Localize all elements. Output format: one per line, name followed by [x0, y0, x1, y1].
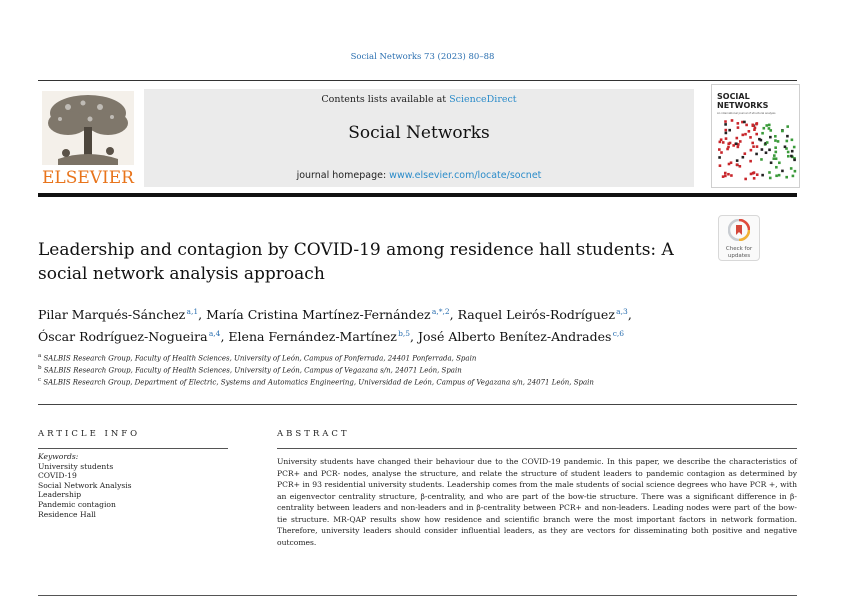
- journal-cover[interactable]: [711, 84, 800, 188]
- check-for-updates-badge[interactable]: [718, 215, 760, 261]
- keyword-item: Social Network Analysis: [38, 480, 132, 490]
- author-affiliation-marker[interactable]: b,5: [398, 328, 411, 338]
- bottom-rule: [38, 595, 797, 596]
- author[interactable]: [418, 329, 624, 344]
- journal-title: Social Networks: [348, 123, 490, 143]
- author-affiliation-marker[interactable]: a,1: [186, 307, 199, 316]
- author-name[interactable]: Óscar Rodríguez-Nogueira: [38, 328, 208, 344]
- author-name[interactable]: María Cristina Martínez-Fernández: [206, 307, 431, 323]
- journal-homepage-link[interactable]: www.elsevier.com/locate/socnet: [389, 170, 542, 181]
- journal-cover-image: [712, 85, 799, 187]
- affiliation-item: [38, 352, 798, 364]
- journal-homepage-line: [144, 170, 694, 181]
- author-name[interactable]: José Alberto Benítez-Andrades: [418, 328, 612, 344]
- author-name[interactable]: Pilar Marqués-Sánchez: [38, 307, 186, 323]
- sciencedirect-link[interactable]: ScienceDirect: [449, 94, 517, 105]
- author[interactable]: [38, 329, 228, 344]
- keyword-item: Leadership: [38, 490, 82, 500]
- affiliation-item: [38, 376, 798, 388]
- abstract-rule: [277, 448, 797, 449]
- article-info-rule: [38, 448, 228, 449]
- affiliation-mark: b: [38, 364, 42, 371]
- author[interactable]: [206, 307, 457, 322]
- contents-line: [144, 94, 694, 105]
- author-affiliation-marker[interactable]: a,*,2: [431, 307, 450, 316]
- affiliation-mark: a: [38, 353, 42, 359]
- author[interactable]: [458, 307, 632, 322]
- keyword-item: COVID-19: [38, 471, 77, 481]
- check-label-line2: updates: [727, 253, 751, 259]
- author-separator: ,: [198, 307, 207, 323]
- keyword-item: Pandemic contagion: [38, 499, 116, 509]
- check-label-line1: Check for: [725, 246, 753, 252]
- author[interactable]: [38, 307, 206, 322]
- elsevier-tree-icon: [38, 85, 138, 187]
- svg-text:NETWORKS: NETWORKS: [717, 101, 769, 110]
- affiliation-text: SALBIS Research Group, Faculty of Health Sciences, University of León, Campus of Vegazana s/n, 24071 León, Spain: [43, 366, 462, 375]
- author-separator: ,: [410, 328, 418, 344]
- author-separator: ,: [627, 307, 632, 323]
- svg-text:An international journal of st: An international journal of structural analysis: [717, 112, 776, 115]
- svg-text:ELSEVIER: ELSEVIER: [42, 168, 134, 187]
- header-top-rule: [38, 80, 797, 81]
- check-for-updates-icon: [728, 219, 750, 241]
- author-name[interactable]: Raquel Leirós-Rodríguez: [457, 307, 615, 323]
- affiliation-text: SALBIS Research Group, Department of Electric, Systems and Automatics Engineering, Universidad de León, Campus of Vegazana s/n, 24071 León, Spain: [43, 377, 594, 386]
- keywords-label: Keywords:: [38, 452, 79, 461]
- svg-text:SOCIAL: SOCIAL: [717, 92, 750, 101]
- article-title: Leadership and contagion by COVID-19 among residence hall students: A social network analysis approach: [38, 240, 674, 284]
- header-thick-rule: [38, 193, 797, 197]
- abstract-text: University students have changed their behaviour due to the COVID-19 pandemic. In this paper, we describe the characteristics of PCR+ and PCR- nodes, analyse the structure, and relate the structure of student leaders to pandemic contagion as determined by PCR+ in 93 residential university students. Leadership comes from the male students of social science degrees who have PCR +, with an eigenvector centrality structure, β-centrality, and who are part of the bow-tie structure. There was a significant difference in β-centrality between leaders and non-leaders and in β-centrality between PCR+ and non-leaders. Leading nodes were part of the bow-tie structure. MR-QAP results show how residence and scientific branch were the most important factors in network formation. Therefore, university leaders should consider influential leaders, as they are vectors for disseminating both positive and negative outcomes.: [277, 457, 797, 547]
- author-affiliation-marker[interactable]: a,3: [616, 307, 628, 316]
- author-list: [38, 303, 778, 346]
- contents-prefix: Contents lists available at: [321, 94, 450, 105]
- elsevier-logo: [38, 85, 138, 187]
- affiliation-mark: c: [38, 376, 42, 383]
- affiliation-text: SALBIS Research Group, Faculty of Health Sciences, University of León, Campus of Ponferrada, 24401 Ponferrada, Spain: [43, 354, 477, 363]
- affiliation-item: [38, 364, 798, 376]
- journal-citation[interactable]: Social Networks 73 (2023) 80–88: [350, 52, 495, 62]
- affiliation-list: [38, 352, 798, 387]
- article-info-heading: ARTICLE INFO: [38, 429, 141, 439]
- keyword-item: University students: [38, 461, 114, 471]
- keyword-item: Residence Hall: [38, 509, 96, 519]
- section-divider: [38, 404, 797, 405]
- author-affiliation-marker[interactable]: c,6: [612, 328, 625, 338]
- homepage-prefix: journal homepage:: [296, 170, 390, 181]
- author-affiliation-marker[interactable]: a,4: [208, 328, 221, 338]
- abstract-heading: ABSTRACT: [277, 429, 350, 439]
- author-name[interactable]: Elena Fernández-Martínez: [228, 328, 397, 344]
- keywords-box: [38, 452, 228, 519]
- author[interactable]: [228, 329, 418, 344]
- author-separator: ,: [449, 307, 458, 323]
- author-separator: ,: [220, 328, 229, 344]
